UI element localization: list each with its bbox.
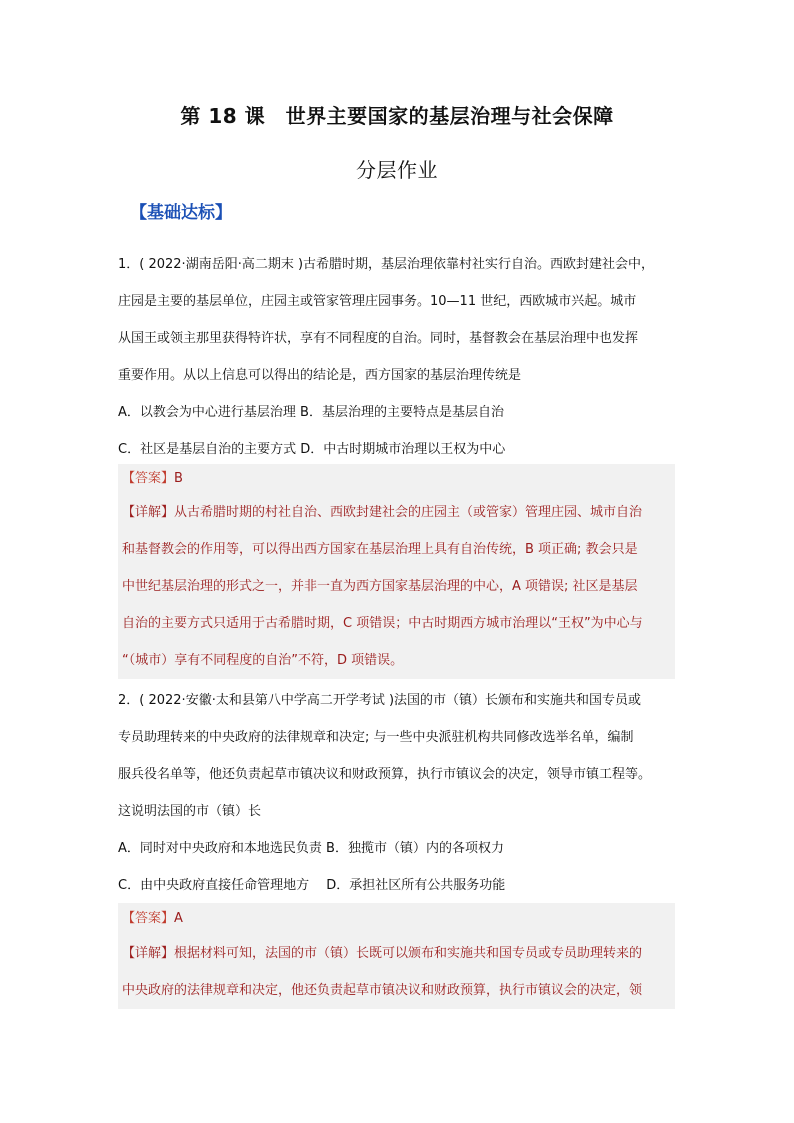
q1-line: 重要作用。从以上信息可以得出的结论是，西方国家的基层治理传统是 bbox=[118, 368, 522, 383]
q2-detail-line: 【详解】根据材料可知，法国的市（镇）长既可以颁布和实施共和国专员或专员助理转来的 bbox=[122, 946, 643, 961]
question-1 bbox=[118, 246, 678, 468]
q2-answer bbox=[118, 903, 675, 935]
q1-detail-line: “（城市）享有不同程度的自治”不符，D 项错误。 bbox=[122, 653, 404, 668]
q1-line: 庄园是主要的基层单位，庄园主或管家管理庄园事务。10—11 世纪，西欧城市兴起。城市 bbox=[118, 294, 637, 309]
q2-detail-line: 中央政府的法律规章和决定，他还负责起草市镇决议和财政预算，执行市镇议会的决定，领 bbox=[122, 983, 643, 998]
q1-line: 从国王或领主那里获得特许状，享有不同程度的自治。同时，基督教会在基层治理中也发挥 bbox=[118, 331, 639, 346]
q1-answer-box bbox=[118, 464, 675, 679]
q2-answer-box bbox=[118, 903, 675, 1009]
q2-line: 专员助理转来的中央政府的法律规章和决定; 与一些中央派驻机构共同修改选举名单，编制 bbox=[118, 730, 634, 745]
q2-options-ab: A．同时对中央政府和本地选民负责 B．独揽市（镇）内的各项权力 bbox=[118, 841, 504, 856]
q1-options-cd: C．社区是基层自治的主要方式 D．中古时期城市治理以王权为中心 bbox=[118, 442, 506, 457]
answer-value: B bbox=[174, 471, 183, 486]
q2-line: 服兵役名单等，他还负责起草市镇决议和财政预算，执行市镇议会的决定，领导市镇工程等。 bbox=[118, 767, 652, 782]
answer-value: A bbox=[174, 911, 183, 926]
q1-detail-line: 和基督教会的作用等，可以得出西方国家在基层治理上具有自治传统，B 项正确; 教会只是 bbox=[122, 542, 638, 557]
q2-line: 2．( 2022·安徽·太和县第八中学高二开学考试 )法国的市（镇）长颁布和实施共和国专员或 bbox=[118, 693, 642, 708]
q1-options-ab: A．以教会为中心进行基层治理 B．基层治理的主要特点是基层自治 bbox=[118, 405, 504, 420]
q2-line: 这说明法国的市（镇）长 bbox=[118, 804, 262, 819]
lesson-title: 第 18 课 世界主要国家的基层治理与社会保障 bbox=[180, 104, 614, 128]
q1-line: 1．( 2022·湖南岳阳·高二期末 )古希腊时期，基层治理依靠村社实行自治。西欧封建社会中， bbox=[118, 257, 655, 272]
q1-detail-line: 【详解】从古希腊时期的村社自治、西欧封建社会的庄园主（或管家）管理庄园、城市自治 bbox=[122, 505, 643, 520]
q1-detail-line: 自治的主要方式只适用于古希腊时期，C 项错误；中古时期西方城市治理以“王权”为中心与 bbox=[122, 616, 643, 631]
answer-label: 【答案】 bbox=[122, 911, 175, 926]
lesson-subtitle: 分层作业 bbox=[356, 158, 438, 182]
section-heading: 【基础达标】 bbox=[130, 203, 232, 223]
question-2 bbox=[118, 682, 678, 904]
q1-detail-line: 中世纪基层治理的形式之一，并非一直为西方国家基层治理的中心，A 项错误; 社区是基层 bbox=[122, 579, 638, 594]
answer-label: 【答案】 bbox=[122, 471, 175, 486]
q2-options-cd: C．由中央政府直接任命管理地方 D．承担社区所有公共服务功能 bbox=[118, 878, 506, 893]
q1-answer bbox=[118, 464, 675, 494]
